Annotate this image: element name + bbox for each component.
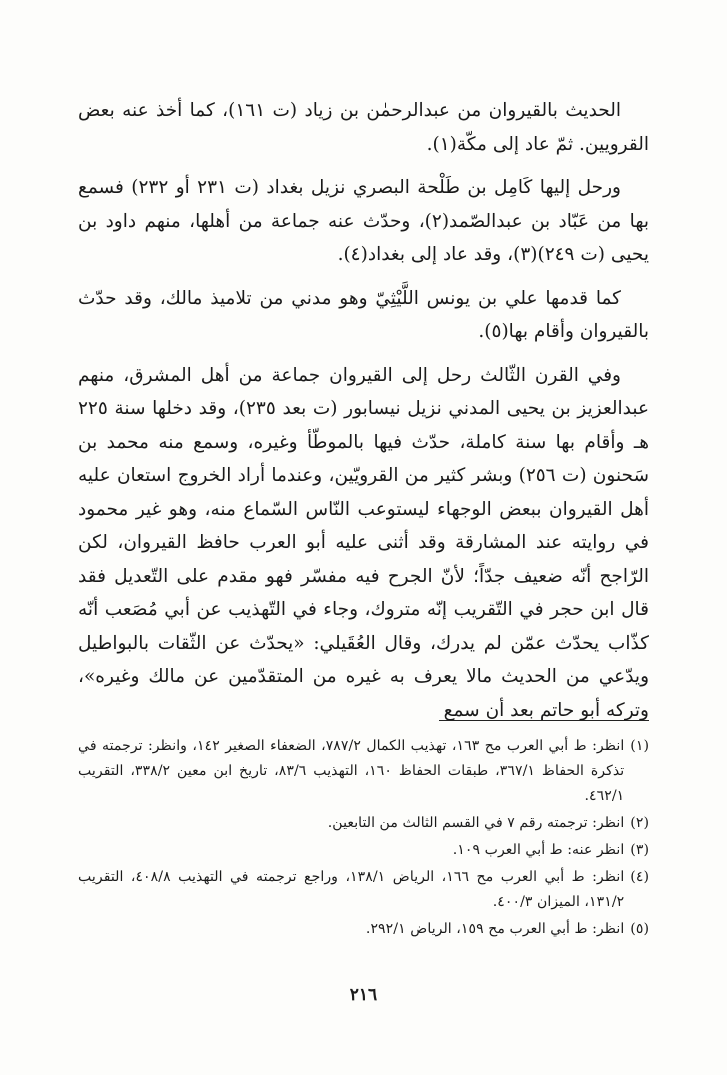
paragraph-4: وفي القرن الثّالث رحل إلى القيروان جماعة من أهل المشرق، منهم عبدالعزيز بن يحيى المدني نزيل نيسابور (ت بعد ٢٣٥)، وقد دخلها سنة ٢٢٥ هـ وأقام بها سنة كاملة، حدّث فيها بالموطّأ وغيره، وسمع منه محمد بن سَحنون (ت ٢٥٦) وبشر كثير من القرويّين، وعندما أراد الخروج استعان عليه أهل القيروان ببعض الوجهاء ليستوعب النّاس السّماع منه، وهو غير محمود في روايته عند المشارقة وقد أثنى عليه أبو العرب حافظ القيروان، لكن الرّاجح أنّه ضعيف جدّاً؛ لأنّ الجرح فيه مفسّر فهو مقدم على التّعديل فقد قال ابن حجر في التّقريب إنّه متروك، وجاء في التّهذيب عن أبي مُصَعب أنّه كذّاب يحدّث عمّن لم يدرك، وقال العُقَيلي: «يحدّث عن الثّقات بالبواطيل ويدّعي من الحديث مالا يعرف به غيره من المتقدّمين عن مالك وغيره»، وتركه أبو حاتم بعد أن سمع	[78, 364, 649, 721]
footnote-5	[78, 917, 649, 942]
paragraph-2: ورحل إليها كَامِل بن طَلْحة البصري نزيل بغداد (ت ٢٣١ أو ٢٣٢) فسمع بها من عَبّاد بن عبدالصّمد(٢)، وحدّث عنه جماعة من أهلها، منهم داود بن يحيى (ت ٢٤٩)(٣)، وقد عاد إلى بغداد(٤).	[78, 177, 649, 265]
footnote-number: (٢)	[630, 815, 649, 831]
footnote-4	[78, 865, 649, 915]
footnote-number: (٥)	[630, 921, 649, 937]
footnote-text: انظر: ط أبي العرب مح ١٦٣، تهذيب الكمال ٧٨٧/٢، الضعفاء الصغير ١٤٢، وانظر: ترجمته في تذكرة الحفاظ ٣٦٧/١، طبقات الحفاظ ١٦٠، التهذيب ٨٣/٦، تاريخ ابن معين ٣٣٨/٢، التقريب ٤٦٢/١.	[78, 738, 625, 804]
footnote-text: انظر: ط أبي العرب مح ١٥٩، الرياض ٢٩٢/١.	[365, 921, 625, 937]
footnote-2	[78, 811, 649, 836]
footnote-text: انظر عنه: ط أبي العرب ١٠٩.	[452, 842, 625, 858]
paragraph-3: كما قدمها علي بن يونس اللَّيْثِيّ وهو مدني من تلاميذ مالك، وقد حدّث بالقيروان وأقام بها(٥).	[78, 287, 649, 342]
main-text	[78, 94, 649, 737]
footnote-divider	[439, 720, 649, 721]
footnote-number: (٤)	[630, 869, 649, 885]
footnotes	[78, 734, 649, 944]
footnote-text: انظر: ط أبي العرب مح ١٦٦، الرياض ١٣٨/١، وراجع ترجمته في التهذيب ٤٠٨/٨، التقريب ١٣١/٢، الميزان ٤٠٠/٣.	[78, 869, 625, 910]
paragraph-1: الحديث بالقيروان من عبدالرحمٰن بن زياد (ت ١٦١)، كما أخذ عنه بعض القرويين. ثمّ عاد إلى مكّة(١).	[78, 100, 649, 155]
footnote-3	[78, 838, 649, 863]
page-number: ٢١٦	[349, 985, 378, 1005]
footnote-number: (٣)	[630, 842, 649, 858]
footnote-text: انظر: ترجمته رقم ٧ في القسم الثالث من التابعين.	[327, 815, 625, 831]
footnote-1	[78, 734, 649, 809]
footnote-number: (١)	[630, 738, 649, 754]
